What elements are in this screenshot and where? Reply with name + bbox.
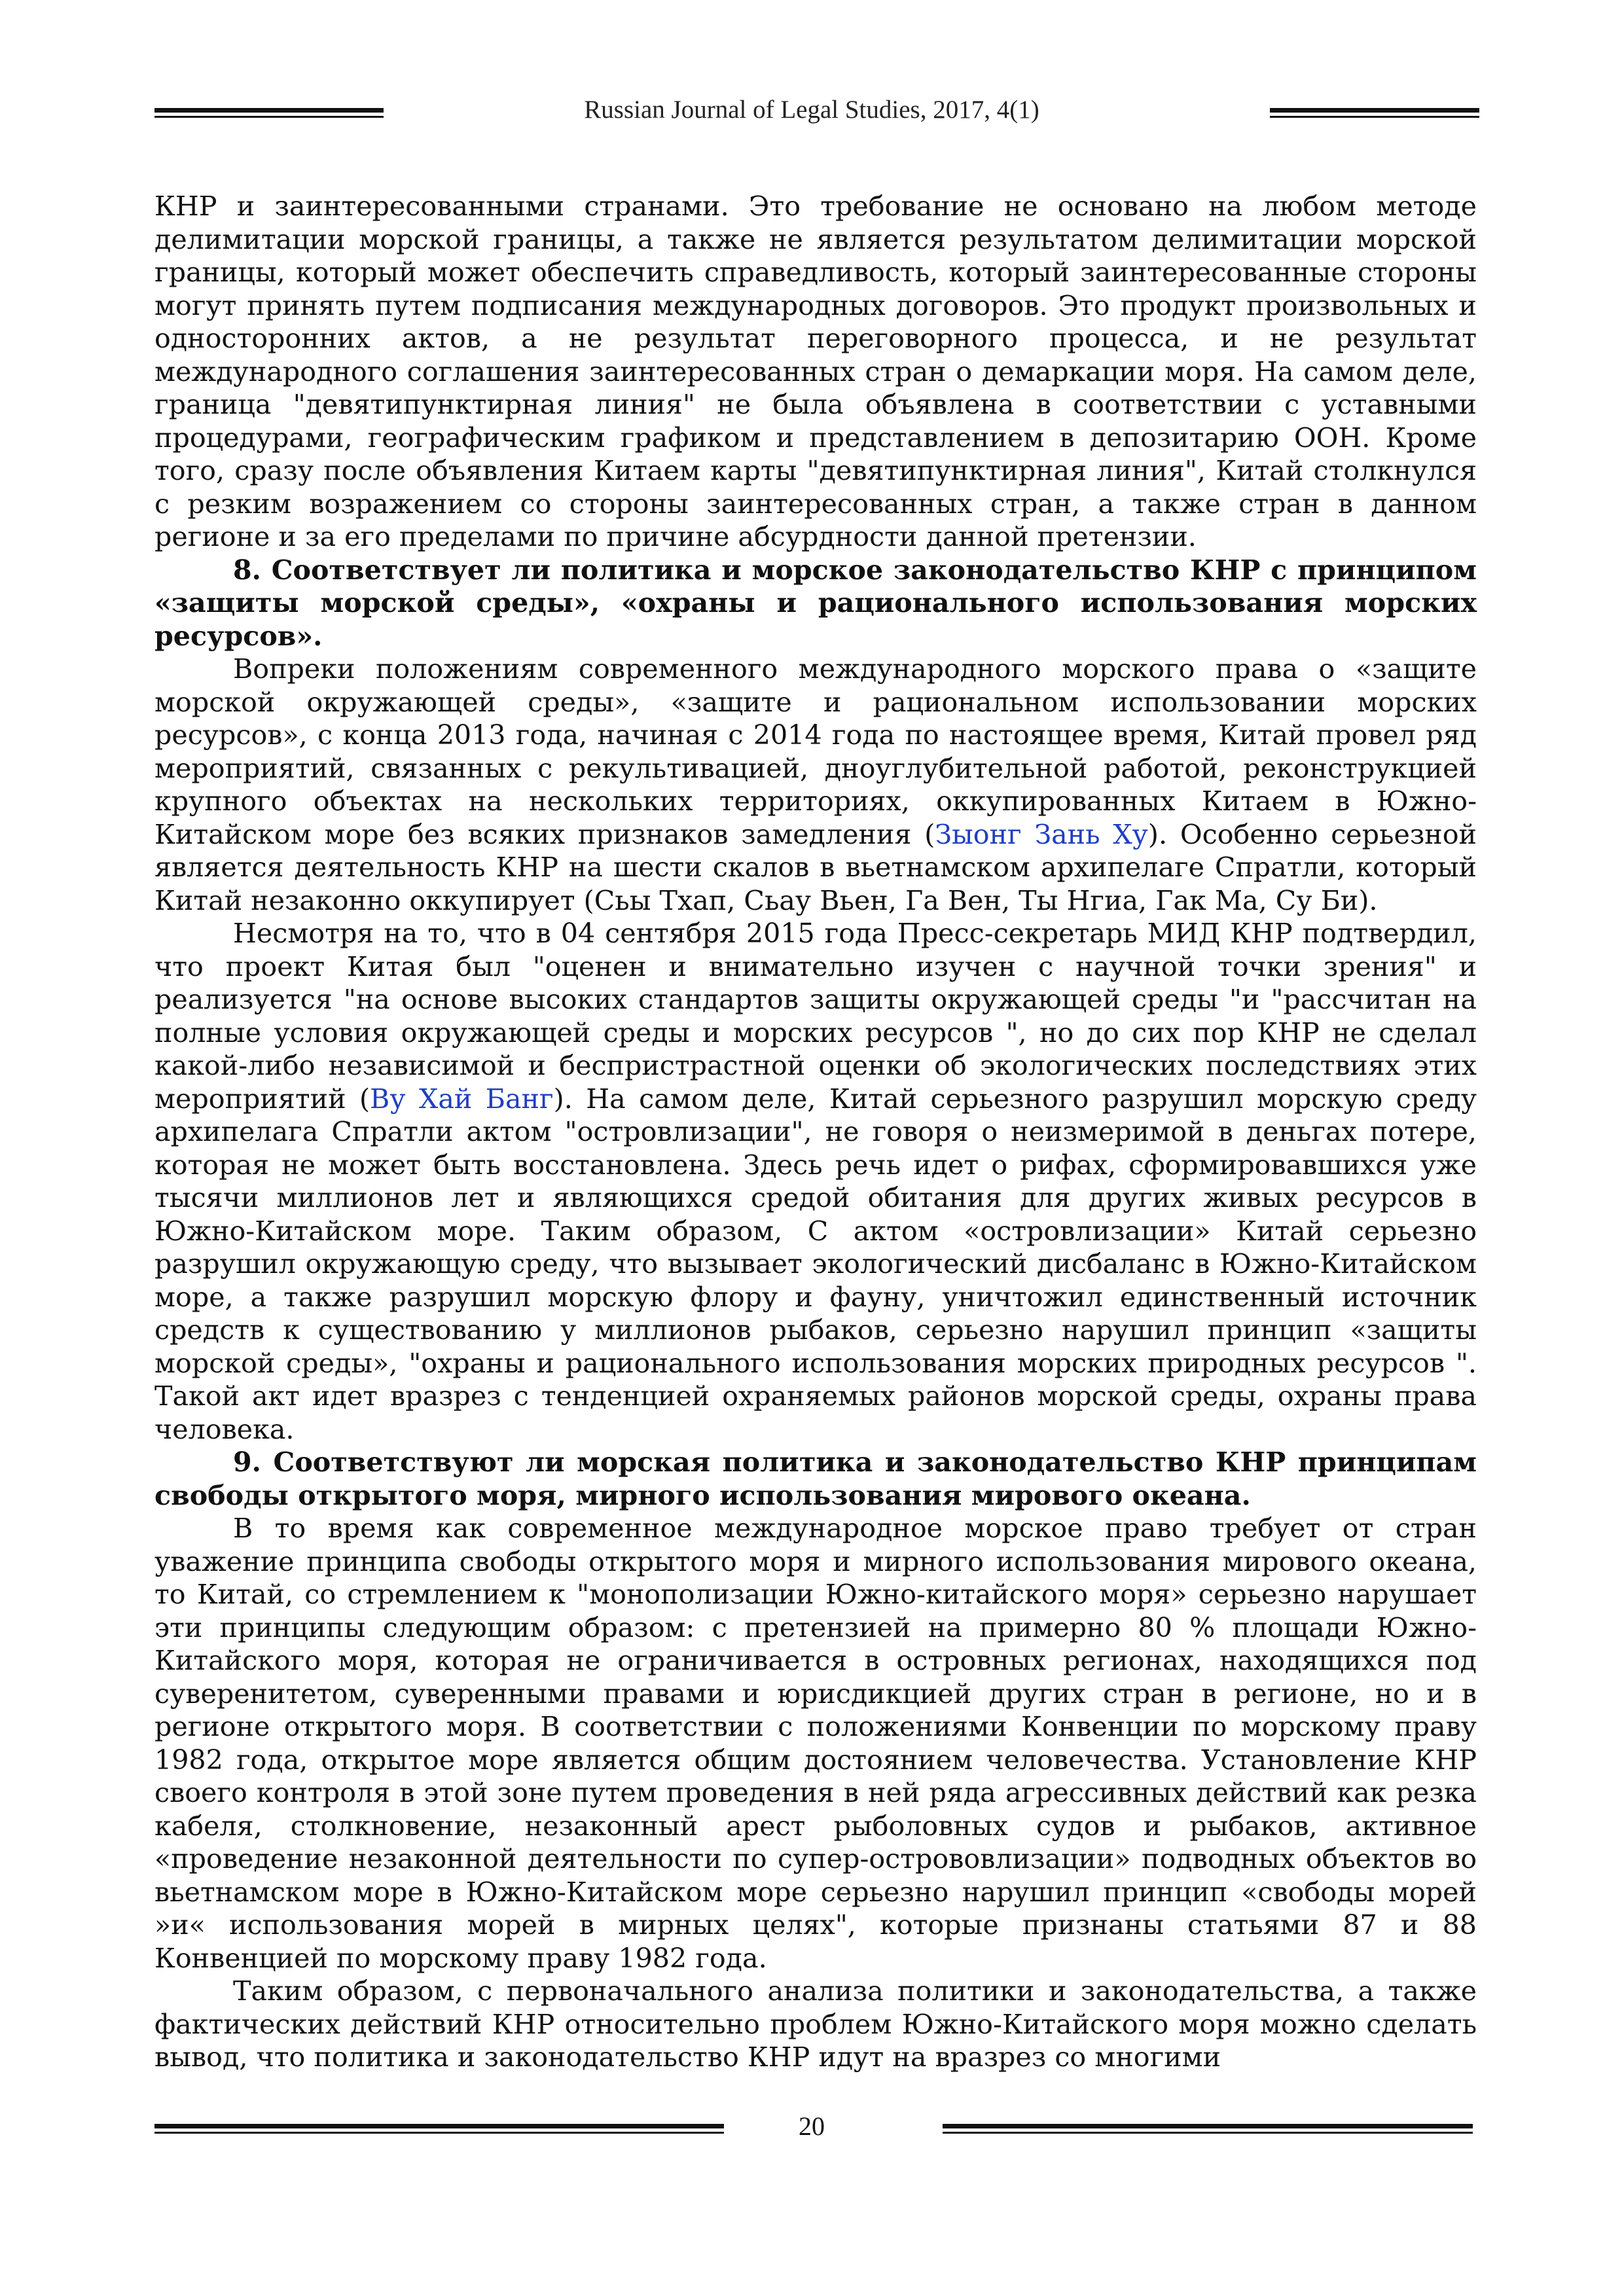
text-run: КНР и заинтересованными странами. Это требование не основано на любом методе делимитации морской границы, а также не является результатом делимитации морской границы, который может обеспечить справедливость, который заинтересованные стороны могут принять путем подписания международных договоров. Это продукт произвольных и односторонних актов, а не результат переговорного процесса, и не результат международного соглашения заинтересованных стран о демаркации моря. На самом деле, граница "девятипунктирная линия" не была объявлена в соответствии с уставными процедурами, географическим графиком и представлением в депозитарию ООН. Кроме того, сразу после объявления Китаем карты "девятипунктирная линия", Китай столкнулся с резким возражением со стороны заинтересованных стран, а также стран в данном регионе и за его пределами по причине абсурдности данной претензии. [154,190,1477,552]
journal-header: Russian Journal of Legal Studies, 2017, 4(1) [584,96,1039,124]
page-number: 20 [799,2111,825,2141]
section-heading [154,1446,1477,1512]
text-run: Несмотря на то, что в 04 сентября 2015 года Пресс-секретарь МИД КНР подтвердил, что проект Китая был "оценен и внимательно изучен с научной точки зрения" и реализуется "на основе высоких стандартов защиты окружающей среды "и "рассчитан на полные условия окружающей среды и морских ресурсов ", но до сих пор КНР не сделал какой-либо независимой и беспристрастной оценки об экологических последствиях этих мероприятий ( [154,918,1477,1115]
text-run: ). На самом деле, Китай серьезного разрушил морскую среду архипелага Спратли актом "островлизации", не говоря о неизмеримой в деньгах потере, которая не может быть восстановлена. Здесь речь идет о рифах, сформировавшихся уже тысячи миллионов лет и являющихся средой обитания для других живых ресурсов в Южно-Китайском море. Таким образом, С актом «островлизации» Китай серьезно разрушил окружающую среду, что вызывает экологический дисбаланс в Южно-Китайском море, а также разрушил морскую флору и фауну, уничтожил единственный источник средств к существованию у миллионов рыбаков, серьезно нарушил принцип «защиты морской среды», "охраны и рационального использования морских природных ресурсов ". Такой акт идет вразрез с тенденцией охраняемых районов морской среды, охраны права человека. [154,1083,1477,1445]
footer-rule-left [154,2124,724,2128]
citation-link[interactable]: Ву Хай Банг [370,1083,554,1115]
paragraph [154,653,1477,917]
paragraph [154,1512,1477,1975]
text-run: В то время как современное международное морское право требует от стран уважение принципа свободы открытого моря и мирного использования мирового океана, то Китай, со стремлением к "монополизации Южно-китайского моря» серьезно нарушает эти принципы следующим образом: с претензией на примерно 80 % площади Южно-Китайского моря, которая не ограничивается в островных регионах, находящихся под суверенитетом, суверенными правами и юрисдикцией других стран в регионе, но и в регионе открытого моря. В соответствии с положениями Конвенции по морскому праву 1982 года, открытое море является общим достоянием человечества. Установление КНР своего контроля в этой зоне путем проведения в ней ряда агрессивных действий как резка кабеля, столкновение, незаконный арест рыболовных судов и рыбаков, активное «проведение незаконной деятельности по супер-острововлизации» подводных объектов во вьетнамском море в Южно-Китайском море серьезно нарушил принцип «свободы морей »и« использования морей в мирных целях", которые признаны статьями 87 и 88 Конвенцией по морскому праву 1982 года. [154,1513,1477,1974]
paragraph [154,917,1477,1446]
article-body [154,190,1477,2074]
paragraph [154,190,1477,554]
text-run: 8. Соответствует ли политика и морское законодательство КНР с принципом «защиты морской среды», «охраны и рационального использования морских ресурсов». [154,553,1477,652]
header-rule-right [1270,108,1479,113]
text-run: Вопреки положениям современного международного морского права о «защите морской окружающей среды», «защите и рациональном использовании морских ресурсов», с конца 2013 года, начиная с 2014 года по настоящее время, Китай провел ряд мероприятий, связанных с рекультивацией, дноуглубительной работой, реконструкцией крупного объектах на нескольких территориях, оккупированных Китаем в Южно-Китайском море без всяких признаков замедления ( [154,653,1477,850]
text-run: 9. Соответствуют ли морская политика и законодательство КНР принципам свободы открытого моря, мирного использования мирового океана. [154,1446,1477,1511]
text-run: ). Особенно серьезной является деятельность КНР на шести скалов в вьетнамском архипелаге Спратли, который Китай незаконно оккупирует (Сьы Тхап, Сьау Вьен, Га Вен, Ты Нгиа, Гак Ма, Су Би). [154,818,1477,916]
paragraph [154,1975,1477,2074]
citation-link[interactable]: Зыонг Зань Ху [935,818,1148,850]
header-rule-left [154,108,384,113]
text-run: Таким образом, с первоначального анализа политики и законодательства, а также фактических действий КНР относительно проблем Южно-Китайского моря можно сделать вывод, что политика и законодательство КНР идут на вразрез со многими [154,1975,1477,2073]
footer-rule-right [943,2124,1473,2128]
section-heading [154,554,1477,653]
